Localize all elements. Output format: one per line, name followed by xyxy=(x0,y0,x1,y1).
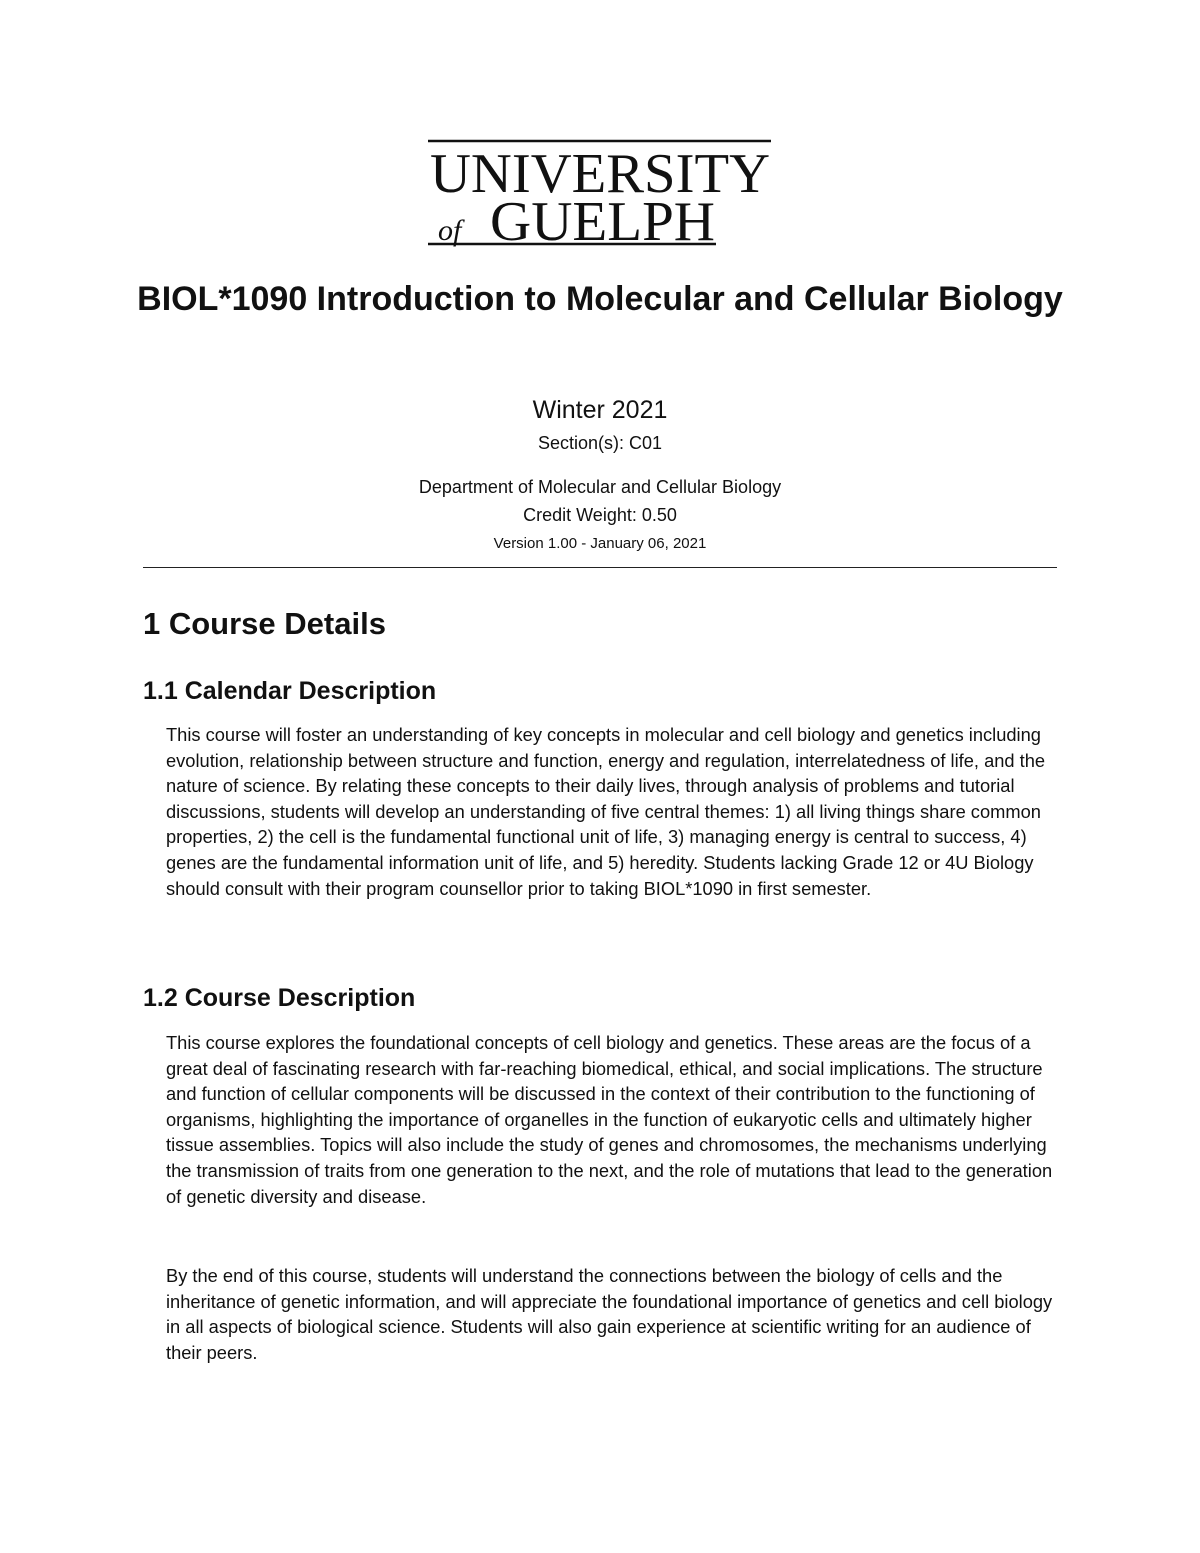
subsection-heading-calendar-description: 1.1 Calendar Description xyxy=(143,677,437,705)
course-title: BIOL*1090 Introduction to Molecular and Cellular Biology xyxy=(137,280,1063,318)
section-heading-course-details: 1 Course Details xyxy=(143,606,386,641)
header-divider xyxy=(143,567,1057,568)
course-description-paragraph-1: This course explores the foundational concepts of cell biology and genetics. These areas are the focus of a great deal of fascinating research with far-reaching biomedical, ethical, and social implications. The structure and function of cellular components will be discussed in the context of their contribution to the functioning of organisms, highlighting the importance of organelles in the function of eukaryotic cells and ultimately higher tissue assemblies. Topics will also include the study of genes and chromosomes, the mechanisms underlying the transmission of traits from one generation to the next, and the role of mutations that lead to the generation of genetic diversity and disease. xyxy=(166,1032,1053,1207)
subsection-heading-course-description: 1.2 Course Description xyxy=(143,984,416,1012)
logo-line1: UNIVERSITY xyxy=(430,143,770,205)
credit-weight: Credit Weight: 0.50 xyxy=(523,505,677,525)
logo-graphic xyxy=(428,138,773,248)
logo-line2: GUELPH xyxy=(490,191,715,248)
calendar-description-text: This course will foster an understanding of key concepts in molecular and cell biology and genetics including evolution, relationship between structure and function, energy and regulation, interrelatedness of life, and the nature of science. By relating these concepts to their daily lives, through analysis of problems and tutorial discussions, students will develop an understanding of five central themes: 1) all living things share common properties, 2) the cell is the fundamental functional unit of life, 3) managing energy is central to success, 4) genes are the fundamental information unit of life, and 5) heredity. Students lacking Grade 12 or 4U Biology should consult with their program counsellor prior to taking BIOL*1090 in first semester. xyxy=(166,724,1046,899)
course-sections: Section(s): C01 xyxy=(537,433,663,453)
logo-of: of xyxy=(438,214,462,247)
university-of-guelph-logo xyxy=(428,138,773,248)
course-description-paragraph-2: By the end of this course, students will understand the connections between the biology of cells and the inheritance of genetic information, and will appreciate the foundational importance of genetics and cell biology in all aspects of biological science. Students will also gain experience at scientific writing for an audience of their peers. xyxy=(166,1265,1053,1363)
course-term: Winter 2021 xyxy=(532,396,668,424)
version-info: Version 1.00 - January 06, 2021 xyxy=(493,535,707,552)
department-name: Department of Molecular and Cellular Biology xyxy=(418,477,782,497)
